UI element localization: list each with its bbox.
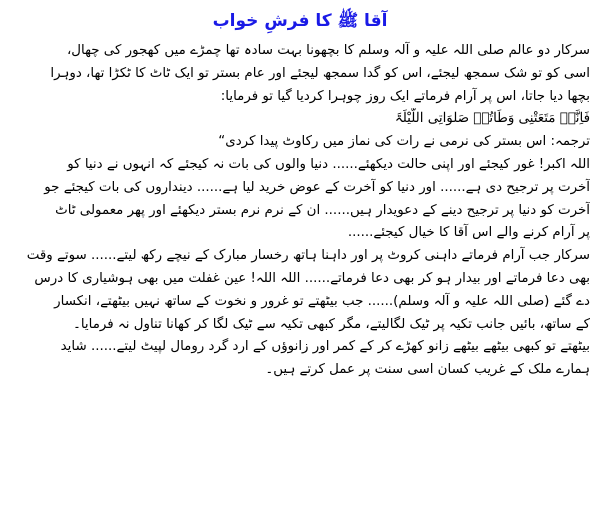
text-line: دے گئے (صلی اللہ علیہ و آلہ وسلم)...... جب بیٹھتے تو غرور و نخوت کے ساتھ نہیں بیٹھتے، انکسار bbox=[54, 293, 590, 309]
paragraph-reflection bbox=[10, 154, 590, 245]
text-line: ہمارے ملک کے غریب کسان اسی سنت پر عمل کرتے ہیں۔ bbox=[265, 362, 590, 378]
text-line: پر آرام کرنے والے اس آقا کا خیال کیجئے...... bbox=[347, 225, 590, 241]
text-line: آخرت کو دنیا پر ترجیح دینے کے دعویدار ہیں...... ان کے نرم نرم بستر دیکھئے اور پھر معمولی ٹاٹ bbox=[55, 202, 590, 218]
text-line: سرکار جب آرام فرماتے داہنی کروٹ پر اور داہنا ہاتھ رخسار مبارک کے نیچے رکھ لیتے...... سوتے وقت bbox=[26, 248, 590, 264]
text-line: بھی دعا فرماتے اور بیدار ہو کر بھی دعا فرماتے...... اللہ اللہ! عین غفلت میں بھی ہوشیاری کا درس bbox=[34, 270, 590, 286]
text-line: بچھا دیا جاتا، اس پر آرام فرماتے ایک روز چوہرا کردیا گیا تو فرمایا: bbox=[220, 88, 590, 104]
paragraph-sleeping-habits bbox=[10, 245, 590, 382]
text-line: آخرت پر ترجیح دی ہے...... اور دنیا کو آخرت کے عوض خرید لیا ہے...... دینداروں کی بات کیجئے جو bbox=[44, 179, 590, 195]
arabic-quote bbox=[10, 108, 590, 131]
page-title: آقا ﷺ کا فرشِ خواب bbox=[212, 11, 388, 31]
text-line: ترجمہ: اس بستر کی نرمی نے رات کی نماز میں رکاوٹ پیدا کردی“ bbox=[218, 134, 590, 150]
translation bbox=[10, 131, 590, 154]
paragraph-intro bbox=[10, 40, 590, 108]
text-line: کے ساتھ، بائیں جانب تکیہ پر ٹیک لگالیتے، مگر کبھی تکیہ سے ٹیک لگا کر کھانا تناول نہ فرمایا۔ bbox=[72, 316, 590, 332]
text-line: بیٹھتے تو کبھی بیٹھے بیٹھے زانو کھڑے کر کے کمر اور زانوؤں کے ارد گرد رومال لپیٹ لیتے...... شاید bbox=[60, 339, 590, 355]
text-line: فَاِنَّہٗ مَتَعَتْنِی وَطَاتُہٗ صَلوَاتِی اللَّیْلَۃَ bbox=[394, 111, 590, 127]
text-line: اسی کو تو شک سمجھ لیجئے، اس کو گدا سمجھ لیجئے اور عام بستر تو ایک ٹاٹ کا ٹکڑا تھا، دوہرا bbox=[50, 65, 590, 81]
text-line: اللہ اکبر! غور کیجئے اور اپنی حالت دیکھئے...... دنیا والوں کی بات نہ کیجئے کہ انہوں نے دنیا کو bbox=[67, 156, 590, 172]
text-line: سرکار دو عالم صلی اللہ علیہ و آلہ وسلم کا بچھونا بہت سادہ تھا چمڑے میں کھجور کی چھال، bbox=[66, 43, 590, 58]
